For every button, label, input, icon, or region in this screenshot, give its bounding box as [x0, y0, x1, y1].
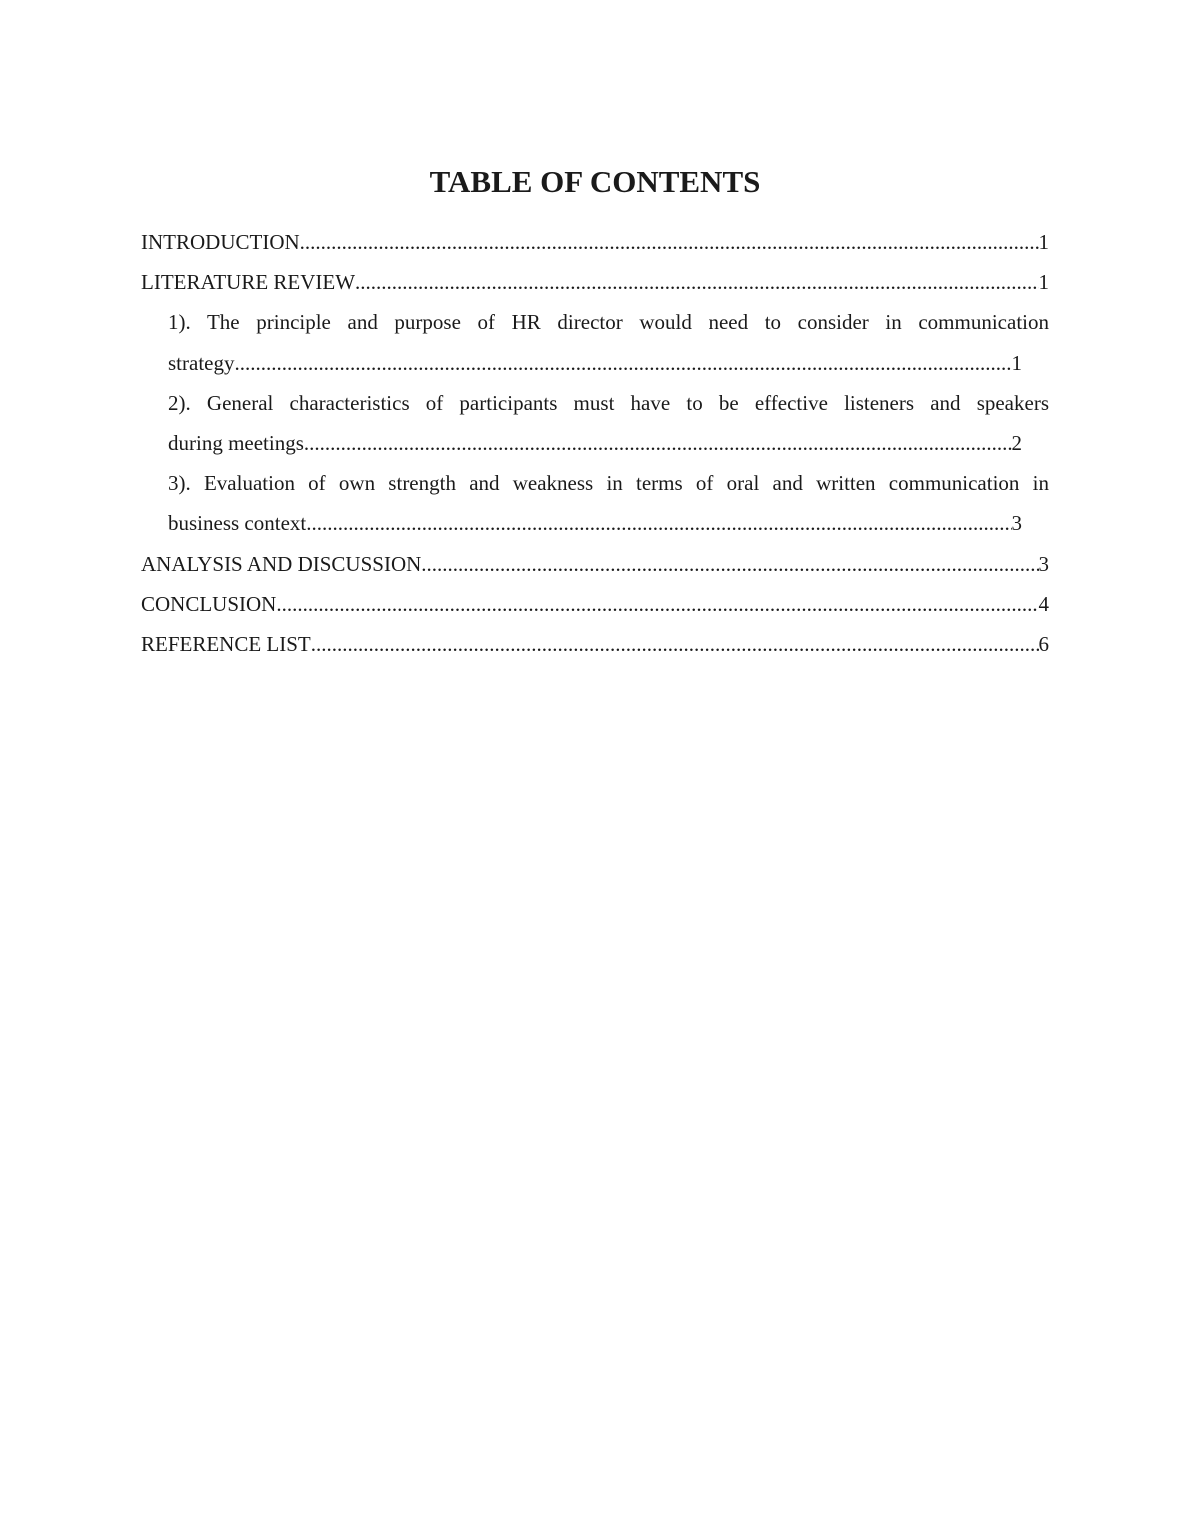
page-title: TABLE OF CONTENTS	[429, 164, 761, 199]
toc-entry-label-line1: 3). Evaluation of own strength and weakness in terms of oral and written communication in	[168, 471, 1049, 496]
toc-entry-label-line2: strategy	[168, 350, 235, 375]
toc-entry-strength-weakness-evaluation[interactable]	[141, 463, 1049, 543]
toc-entry-hr-director-principle[interactable]	[141, 302, 1049, 382]
toc-entry-introduction[interactable]	[141, 222, 1049, 262]
toc-entry-line2	[168, 503, 1049, 543]
toc-leader-dots	[276, 584, 1038, 624]
toc-entry-line2	[168, 423, 1049, 463]
toc-leader-dots	[300, 222, 1039, 262]
toc-leader-dots	[421, 544, 1038, 584]
toc-entry-label-line1: 2). General characteristics of participants must have to be effective listeners and speakers	[168, 390, 1049, 415]
toc-entry-label: LITERATURE REVIEW	[141, 270, 356, 295]
toc-entry-label-line2: during meetings	[168, 431, 304, 456]
toc-entry-literature-review[interactable]	[141, 262, 1049, 302]
toc-entry-line2	[168, 343, 1049, 383]
toc-page-number: 6	[1038, 632, 1049, 657]
toc-leader-dots	[306, 503, 1011, 543]
toc-leader-dots	[234, 343, 1011, 383]
toc-entry-label: ANALYSIS AND DISCUSSION	[141, 551, 422, 576]
toc-page-number: 1	[1011, 350, 1022, 375]
toc-entry-analysis-discussion[interactable]	[141, 544, 1049, 584]
toc-entry-label: REFERENCE LIST	[141, 632, 311, 657]
toc-page-number: 2	[1011, 431, 1022, 456]
toc-page-number: 1	[1038, 270, 1049, 295]
toc-entry-label: CONCLUSION	[141, 591, 277, 616]
toc-leader-dots	[304, 423, 1012, 463]
toc-entry-label-line2: business context	[168, 511, 307, 536]
toc-entry-label-line1: 1). The principle and purpose of HR director would need to consider in communication	[168, 310, 1049, 335]
toc-leader-dots	[355, 262, 1038, 302]
toc-entry-reference-list[interactable]	[141, 624, 1049, 664]
toc-entry-conclusion[interactable]	[141, 584, 1049, 624]
toc-page-number: 3	[1038, 551, 1049, 576]
toc-leader-dots	[311, 624, 1039, 664]
toc-entry-label: INTRODUCTION	[141, 230, 300, 254]
toc-page-number: 4	[1038, 591, 1049, 616]
toc-page-number: 1	[1038, 230, 1049, 254]
toc-page-number: 3	[1011, 511, 1022, 536]
table-of-contents	[141, 222, 1049, 664]
toc-entry-participant-characteristics[interactable]	[141, 383, 1049, 463]
